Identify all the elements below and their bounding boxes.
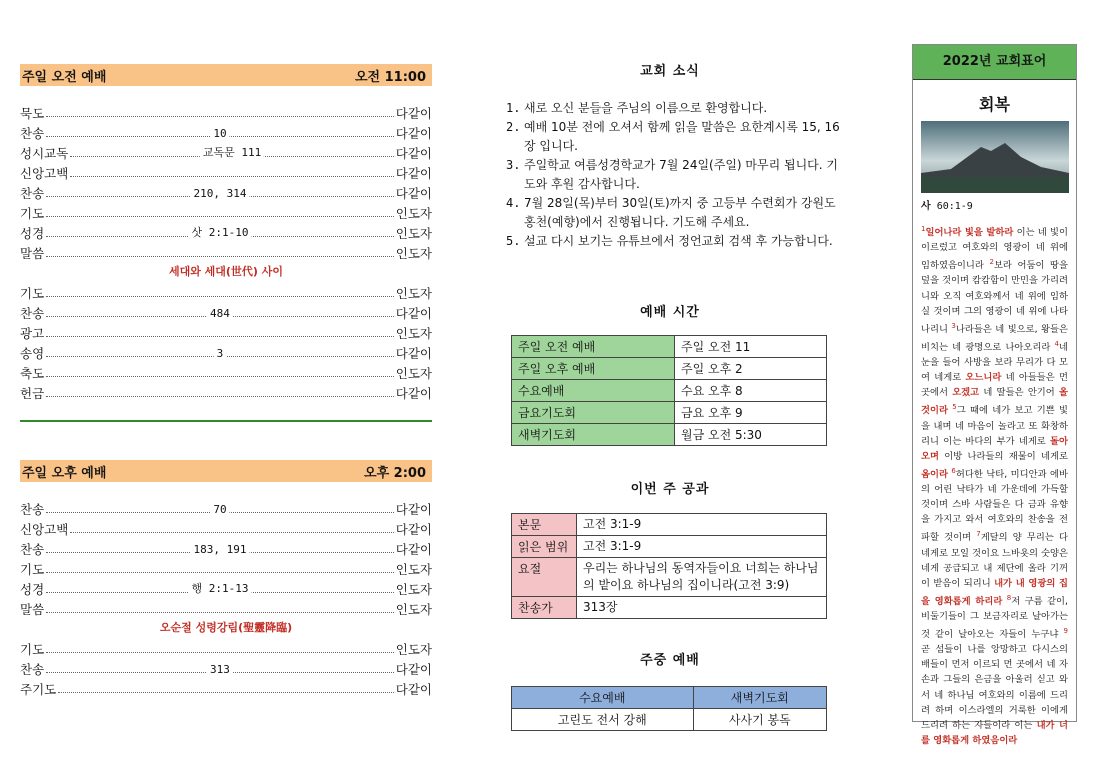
dot-leader — [46, 115, 394, 117]
order-row — [20, 202, 432, 222]
dot-leader — [46, 226, 394, 239]
dot-leader — [70, 531, 393, 533]
midweek-value-wed: 고린도 전서 강해 — [512, 709, 694, 731]
morning-worship-time: 오전 11:00 — [354, 69, 426, 85]
order-label: 말씀 — [20, 602, 45, 617]
order-label: 말씀 — [20, 246, 45, 261]
order-detail: 3 — [214, 347, 227, 360]
lesson-key: 찬송가 — [512, 597, 577, 619]
lesson-value: 우리는 하나님의 동역자들이요 너희는 하나님의 밭이요 하나님의 집이니라(고전 3:9) — [577, 558, 827, 597]
afternoon-order-list — [20, 498, 432, 698]
lesson-value: 고전 3:1-9 — [577, 514, 827, 536]
schedule-time: 금요 오후 9 — [675, 402, 827, 424]
order-detail: 삿 2:1-10 — [188, 224, 251, 240]
schedule-table — [511, 335, 827, 446]
order-row — [20, 538, 432, 558]
sermon-title: 세대와 세대(世代) 사이 — [168, 265, 284, 278]
dot-leader — [46, 663, 394, 676]
midweek-title: 주중 예배 — [640, 653, 700, 668]
order-label: 광고 — [20, 326, 45, 341]
order-leader: 다같이 — [395, 306, 432, 321]
order-label: 성경 — [20, 226, 45, 241]
dot-leader — [58, 691, 394, 693]
schedule-name: 수요예배 — [512, 380, 675, 402]
order-leader: 다같이 — [395, 166, 432, 181]
dot-leader — [46, 651, 394, 653]
schedule-time: 수요 오후 8 — [675, 380, 827, 402]
order-leader: 인도자 — [395, 642, 432, 657]
order-detail: 313 — [207, 663, 233, 676]
order-label: 찬송 — [20, 662, 45, 677]
schedule-time: 주일 오전 11 — [675, 336, 827, 358]
order-row — [20, 362, 432, 382]
motto-passage: $^1$일어나라 빛을 발하라 이는 네 빛이 이르렀고 여호와의 영광이 네 위에 임하였음이니라 $^2$보라 어둠이 땅을 덮을 것이며 캄캄함이 만민을 가리려니와 오직 여호와께서 네 위에 임하실 것이며 그의 영광이 네 위에 나타나리니 $^3$나라들은 네 빛으로, 왕들은 비치는 네 광명으로 나아오리라 $^4$네 눈을 들어 사방을 보라 무리가 다 모여 네게로 오느니라 네 아들들은 먼 곳에서 오겠고 네 딸들은 안기어 올 것이라 $^5$그 때에 네가 보고 기쁜 빛을 내며 네 마음이 놀라고 또 화창하리니 이는 바다의 부가 네게로 돌아오며 이방 나라들의 재물이 네게로 옴이라 $^6$허다한 낙타, 미디안과 에바의 어린 낙타가 네 가운데에 가득할 것이며 스바 사람들은 다 금과 유향을 가지고 와서 여호와의 찬송을 전파할 것이며 $^7$게달의 양 무리는 다 네게로 모일 것이요 느바욧의 숫양은 네게 공급되고 내 제단에 올라 기꺼이 받음이 되리니 내가 내 영광의 집을 영화롭게 하리라 $^8$저 구름 같이, 비둘기들이 그 보금자리로 날아가는 것 같이 날아오는 자들이 누구냐 $^9$ 곧 섬들이 나를 앙망하고 다시스의 배들이 먼저 이르되 먼 곳에서 네 자손과 그들의 은금을 아울러 싣고 와서 네 하나님 여호와의 이름에 드리려 하며 이스라엘의 거룩한 이에게 드리려 하는 자들이라 이는 내가 너를 영화롭게 하였음이라 — [921, 225, 1069, 746]
order-detail: 183, 191 — [190, 543, 249, 556]
lesson-key: 읽은 범위 — [512, 536, 577, 558]
lesson-key: 본문 — [512, 514, 577, 536]
order-label: 묵도 — [20, 106, 45, 121]
order-row — [20, 222, 432, 242]
dot-leader — [46, 127, 394, 140]
lesson-row — [512, 597, 827, 619]
order-row — [20, 122, 432, 142]
order-leader: 다같이 — [395, 146, 432, 161]
lesson-value: 313장 — [577, 597, 827, 619]
order-label: 주기도 — [20, 682, 57, 697]
order-row — [20, 382, 432, 402]
order-label: 찬송 — [20, 502, 45, 517]
order-row — [20, 282, 432, 302]
news-text: 주일학교 여름성경학교가 7월 24일(주일) 마무리 됩니다. 기도와 후원 감사합니다. — [524, 158, 838, 191]
morning-order-list — [20, 102, 432, 402]
schedule-row — [512, 358, 827, 380]
order-leader: 다같이 — [395, 522, 432, 537]
order-row — [20, 342, 432, 362]
order-row — [20, 498, 432, 518]
order-row — [20, 598, 432, 618]
order-leader: 다같이 — [395, 542, 432, 557]
order-leader: 인도자 — [395, 366, 432, 381]
schedule-time: 월금 오전 5:30 — [675, 424, 827, 446]
order-label: 기도 — [20, 206, 45, 221]
dot-leader — [46, 571, 394, 573]
order-label: 신앙고백 — [20, 522, 69, 537]
order-leader: 다같이 — [395, 682, 432, 697]
order-label: 기도 — [20, 562, 45, 577]
order-leader: 다같이 — [395, 126, 432, 141]
schedule-row — [512, 336, 827, 358]
news-number: 2. — [506, 120, 521, 134]
order-label: 헌금 — [20, 386, 45, 401]
midweek-table — [511, 686, 827, 731]
dot-leader — [46, 582, 394, 595]
order-label: 기도 — [20, 642, 45, 657]
schedule-time: 주일 오후 2 — [675, 358, 827, 380]
dot-leader — [46, 187, 394, 200]
dot-leader — [46, 255, 394, 257]
dot-leader — [70, 175, 393, 177]
order-detail: 교독문 111 — [200, 144, 264, 160]
order-detail: 484 — [207, 307, 233, 320]
midweek-value-dawn: 사사기 봉독 — [693, 709, 826, 731]
news-text: 설교 다시 보기는 유튜브에서 정언교회 검색 후 가능합니다. — [524, 234, 833, 248]
order-row — [20, 578, 432, 598]
schedule-row — [512, 402, 827, 424]
order-row — [20, 162, 432, 182]
order-leader: 인도자 — [395, 246, 432, 261]
schedule-row — [512, 380, 827, 402]
order-row — [20, 182, 432, 202]
news-number: 1. — [506, 101, 521, 115]
lesson-title: 이번 주 공과 — [630, 482, 710, 497]
order-leader: 인도자 — [395, 286, 432, 301]
news-item — [506, 232, 840, 251]
order-leader: 인도자 — [395, 326, 432, 341]
news-item — [506, 99, 840, 118]
news-title: 교회 소식 — [640, 64, 700, 79]
order-leader: 다같이 — [395, 502, 432, 517]
midweek-header-dawn: 새벽기도회 — [693, 687, 826, 709]
order-detail: 행 2:1-13 — [188, 580, 251, 596]
morning-worship-title: 주일 오전 예배 — [22, 69, 107, 85]
news-item — [506, 118, 840, 156]
dot-leader — [46, 611, 394, 613]
news-list — [506, 99, 840, 251]
news-number: 4. — [506, 196, 521, 210]
order-leader: 다같이 — [395, 346, 432, 361]
order-leader: 인도자 — [395, 206, 432, 221]
order-leader: 인도자 — [395, 562, 432, 577]
dot-leader — [46, 347, 394, 360]
order-detail: 70 — [210, 503, 229, 516]
news-text: 예배 10분 전에 오셔서 함께 읽을 말씀은 요한계시록 15, 16장 입니다. — [524, 120, 840, 153]
order-row — [20, 322, 432, 342]
lesson-row — [512, 514, 827, 536]
order-label: 찬송 — [20, 186, 45, 201]
news-item — [506, 156, 840, 194]
news-text: 새로 오신 분들을 주님의 이름으로 환영합니다. — [524, 101, 768, 115]
order-label: 기도 — [20, 286, 45, 301]
lesson-row — [512, 558, 827, 597]
order-row — [20, 678, 432, 698]
info-column — [500, 60, 840, 731]
dot-leader — [46, 335, 394, 337]
schedule-name: 새벽기도회 — [512, 424, 675, 446]
schedule-name: 금요기도회 — [512, 402, 675, 424]
midweek-header-wed: 수요예배 — [512, 687, 694, 709]
order-detail: 10 — [210, 127, 229, 140]
lesson-value: 고전 3:1-9 — [577, 536, 827, 558]
dot-leader — [46, 375, 394, 377]
news-text: 7월 28일(목)부터 30일(토)까지 중 고등부 수련회가 강원도 홍천(예향)에서 진행됩니다. 기도해 주세요. — [524, 196, 836, 229]
order-leader: 다같이 — [395, 662, 432, 677]
mountain-landscape-image — [921, 121, 1069, 193]
order-label: 찬송 — [20, 126, 45, 141]
order-row — [20, 302, 432, 322]
news-item — [506, 194, 840, 232]
order-label: 찬송 — [20, 306, 45, 321]
order-label: 찬송 — [20, 542, 45, 557]
afternoon-worship-time: 오후 2:00 — [364, 465, 426, 481]
news-number: 3. — [506, 158, 521, 172]
dot-leader — [46, 395, 394, 397]
dot-leader — [46, 543, 394, 556]
order-label: 신앙고백 — [20, 166, 69, 181]
afternoon-worship-title: 주일 오후 예배 — [22, 465, 107, 481]
order-leader: 다같이 — [395, 186, 432, 201]
dot-leader — [70, 146, 393, 159]
motto-year-title: 2022년 교회표어 — [913, 45, 1076, 80]
sermon-title: 오순절 성령강림(聖靈降臨) — [159, 621, 293, 634]
order-label: 축도 — [20, 366, 45, 381]
news-number: 5. — [506, 234, 521, 248]
worship-order-column — [20, 64, 432, 698]
order-label: 성경 — [20, 582, 45, 597]
schedule-title: 예배 시간 — [640, 305, 700, 320]
lesson-row — [512, 536, 827, 558]
order-label: 송영 — [20, 346, 45, 361]
order-row — [20, 658, 432, 678]
order-label: 성시교독 — [20, 146, 69, 161]
lesson-table — [511, 513, 827, 619]
order-row — [20, 558, 432, 578]
motto-verse-ref: 사 60:1-9 — [921, 201, 973, 212]
morning-worship-header — [20, 64, 432, 86]
order-leader: 다같이 — [395, 106, 432, 121]
schedule-name: 주일 오후 예배 — [512, 358, 675, 380]
dot-leader — [46, 295, 394, 297]
section-divider — [20, 420, 432, 422]
order-row — [20, 102, 432, 122]
dot-leader — [46, 215, 394, 217]
order-row — [20, 638, 432, 658]
order-leader: 인도자 — [395, 226, 432, 241]
order-leader: 인도자 — [395, 582, 432, 597]
order-detail: 210, 314 — [190, 187, 249, 200]
dot-leader — [46, 307, 394, 320]
schedule-name: 주일 오전 예배 — [512, 336, 675, 358]
order-row — [20, 242, 432, 262]
afternoon-worship-header — [20, 460, 432, 482]
order-leader: 인도자 — [395, 602, 432, 617]
order-row — [20, 518, 432, 538]
lesson-key: 요절 — [512, 558, 577, 597]
church-motto-box — [912, 44, 1077, 746]
motto-word: 회복 — [979, 95, 1010, 114]
order-leader: 다같이 — [395, 386, 432, 401]
dot-leader — [46, 503, 394, 516]
schedule-row — [512, 424, 827, 446]
order-row — [20, 142, 432, 162]
